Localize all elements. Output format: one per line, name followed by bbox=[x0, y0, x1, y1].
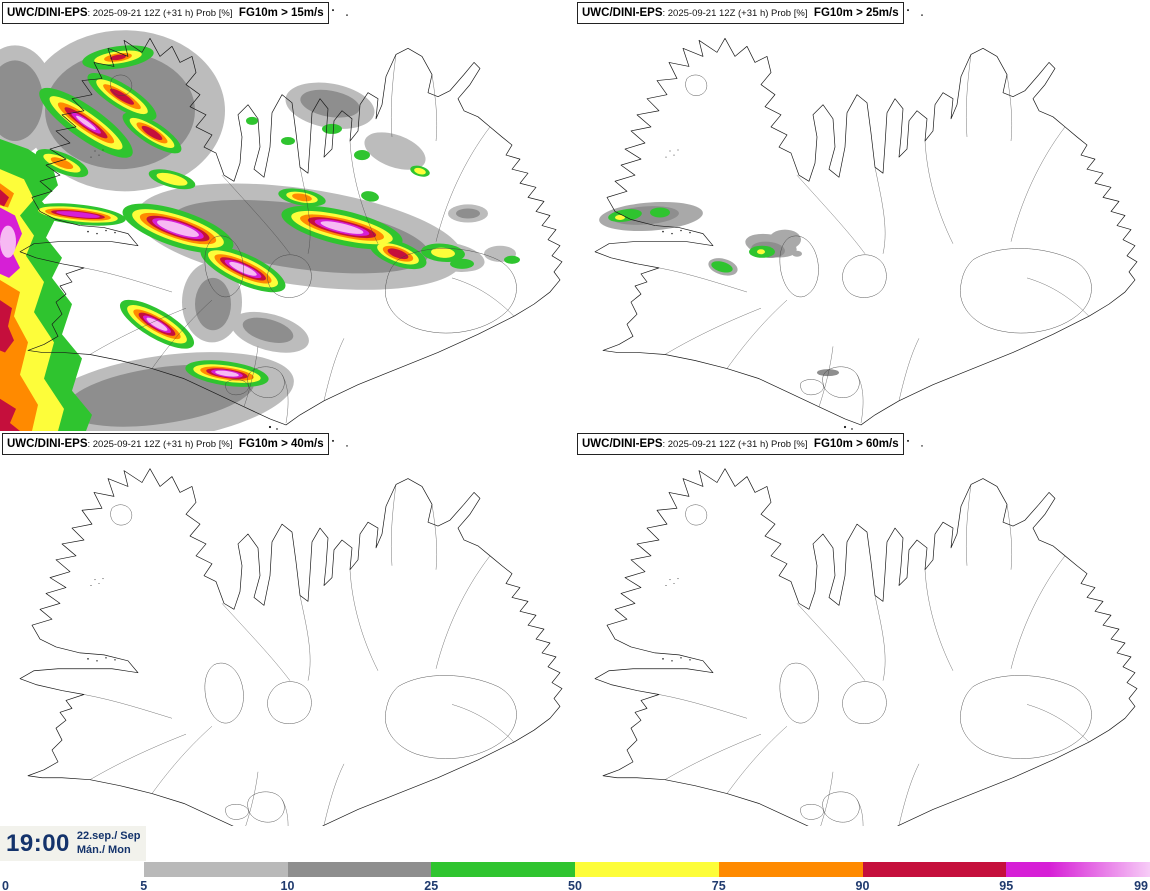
iceland-prob-map-40ms bbox=[0, 431, 575, 855]
valid-time-box bbox=[0, 826, 146, 861]
model-name: UWC/DINI-EPS bbox=[582, 438, 663, 450]
colorbar-tick-95: 95 bbox=[999, 879, 1014, 891]
run-info: : 2025-09-21 12Z (+31 h) Prob [%] bbox=[662, 439, 808, 450]
colorbar-tick-50: 50 bbox=[568, 879, 582, 891]
panel-title-60ms bbox=[577, 433, 904, 455]
colorbar-tick-99: 99 bbox=[1134, 879, 1148, 891]
run-info: : 2025-09-21 12Z (+31 h) Prob [%] bbox=[87, 439, 233, 450]
model-name: UWC/DINI-EPS bbox=[7, 438, 88, 450]
colorbar-segment-25-50 bbox=[431, 862, 575, 877]
colorbar-tick-10: 10 bbox=[280, 879, 295, 891]
panel-title-15ms bbox=[2, 2, 329, 24]
model-name: UWC/DINI-EPS bbox=[7, 7, 88, 19]
colorbar-segment-95-99 bbox=[1006, 862, 1150, 877]
colorbar-segment-5-10 bbox=[144, 862, 288, 877]
panel-title-40ms bbox=[2, 433, 329, 455]
valid-weekday-label: Mán./ Mon bbox=[76, 843, 131, 856]
threshold-label: FG10m > 40m/s bbox=[238, 438, 324, 450]
panel-prob-fg10m-gt-60ms bbox=[575, 431, 1150, 855]
colorbar-tick-90: 90 bbox=[855, 879, 870, 891]
panel-title-25ms bbox=[577, 2, 904, 24]
threshold-label: FG10m > 15m/s bbox=[238, 7, 324, 19]
colorbar-segment-0-5 bbox=[0, 862, 144, 877]
valid-time-label: 19:00 bbox=[6, 829, 70, 857]
panel-prob-fg10m-gt-40ms bbox=[0, 431, 575, 855]
panel-prob-fg10m-gt-25ms bbox=[575, 0, 1150, 431]
threshold-label: FG10m > 60m/s bbox=[813, 438, 899, 450]
footer-bar bbox=[0, 826, 1150, 891]
iceland-prob-map-25ms bbox=[575, 0, 1150, 431]
colorbar-segment-50-75 bbox=[575, 862, 719, 877]
iceland-prob-map-15ms bbox=[0, 0, 575, 431]
colorbar-segment-90-95 bbox=[863, 862, 1007, 877]
run-info: : 2025-09-21 12Z (+31 h) Prob [%] bbox=[87, 8, 233, 19]
colorbar-tick-0: 0 bbox=[2, 879, 9, 891]
colorbar-segment-75-90 bbox=[719, 862, 863, 877]
colorbar-tick-5: 5 bbox=[140, 879, 148, 891]
probability-colorbar bbox=[0, 862, 1150, 891]
iceland-prob-map-60ms bbox=[575, 431, 1150, 855]
threshold-label: FG10m > 25m/s bbox=[813, 7, 899, 19]
colorbar-tick-25: 25 bbox=[424, 879, 439, 891]
run-info: : 2025-09-21 12Z (+31 h) Prob [%] bbox=[662, 8, 808, 19]
colorbar-tick-75: 75 bbox=[711, 879, 726, 891]
panel-prob-fg10m-gt-15ms bbox=[0, 0, 575, 431]
colorbar-segment-10-25 bbox=[288, 862, 432, 877]
valid-date-label: 22.sep./ Sep bbox=[76, 830, 141, 843]
model-name: UWC/DINI-EPS bbox=[582, 7, 663, 19]
